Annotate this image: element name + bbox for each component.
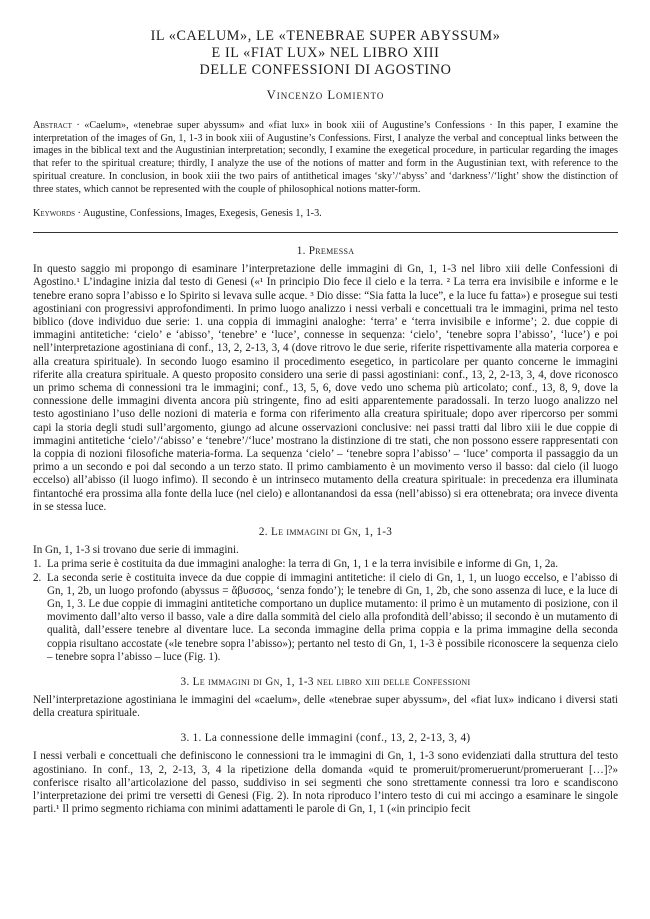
section-2-list [33,558,618,664]
abstract-label: Abstract [33,119,72,131]
abstract-text: «Caelum», «tenebrae super abyssum» and «fiat lux» in book xiii of Augustine’s Confessions · In this paper, I examine the interpretation of the images of Gn, 1, 1-3 in book xiii of Augustine’s Confessions. First, I analyze the verbal and conceptual links between the images in the biblical text and the Augustinian interpretation; secondly, I examine the exegetical procedure, in particular regarding the images that refer to the spiritual creature; thirdly, I analyze the use of the notions of matter and form in the Augustinian text, with reference to the spiritual creature. In conclusion, in book xiii the two pairs of antithetical images ‘sky’/‘abyss’ and ‘darkness’/‘light’ show the distinction of three states, which cannot be represented with the couple of philosophical notions matter-form. [33,119,618,196]
section-3-paragraph: Nell’interpretazione agostiniana le immagini del «caelum», delle «tenebrae super abyssum», del «fiat lux» indicano i diversi stati della creatura spirituale. [33,693,618,720]
list-item-number: 2. [33,571,42,584]
section-1-paragraph: In questo saggio mi propongo di esaminare l’interpretazione delle immagini di Gn, 1, 1-3 nel libro xiii delle Confessioni di Agostino.¹ L’indagine inizia dal testo di Genesi («¹ In principio Dio fece il cielo e la terra. ² La terra era invisibile e informe e le tenebre erano sopra l’abisso e lo Spirito si levava sulle acque. ³ Dio disse: “Sia fatta la luce”, e la luce fu fatta») e prosegue sui testi agostiniani con progressivi approfondimenti. In primo luogo analizzo i nessi verbali e concettuali tra le immagini, prima nel testo biblico (dove individuo due serie: 1. una coppia di immagini analoghe: ‘terra’ e ‘terra invisibile e informe’; 2. due coppie di immagini antitetiche: ‘cielo’ e ‘abisso’, ‘tenebre’ e ‘luce’, connesse in sequenza: ‘cielo’, ‘tenebre sopra l’abisso’, ‘luce’) e poi nell’interpretazione agostiniana di conf., 13, 2, 2-13, 3, 4 (dove ritrovo le due serie, riferite rispettivamente alla materia corporea e alla creatura spirituale). In secondo luogo esamino il procedimento esegetico, in particolare per quanto concerne le immagini riferite alla creatura spirituale. A questo proposito considero una serie di passi agostiniani: conf., 13, 2, 2-13, 3, 4, dove riconosco un primo schema di connessioni tra le immagini; conf., 13, 5, 6, dove vedo uno schema più articolato; conf., 13, 8, 9, dove la connessione delle immagini diventa ancora più stringente, fino ad esiti apparentemente paradossali. In terzo luogo analizzo nel testo agostiniano l’uso delle nozioni di materia e forma con riferimento alla creatura spirituale; dopo aver ripercorso per sommi capi la storia degli studi sull’argomento, giungo ad alcune osservazioni conclusive: nei passi tratti dal libro xiii le due coppie di immagini antitetiche ‘cielo’/‘abisso’ e ‘tenebre’/‘luce’ mostrano la distinzione di tre stati, che non possono essere rappresentati con la coppia di nozioni filosofiche materia-forma. La sequenza ‘cielo’ – ‘tenebre sopra l’abisso’ – ‘luce’ comporta il passaggio da un primo a un secondo e poi dal secondo a un terzo stato. Il primo cambiamento è un movimento verso il basso: dal cielo (il luogo eccelso) all’abisso (il luogo infimo). Il secondo è un intrinseco mutamento della creatura spirituale: in precedenza era illuminata fintantoché era prossima alla fonte della luce (nel cielo) e allontanandosi da essa (nell’abisso) si era ottenebrata; ora invece diventa in se stessa luce. [33,263,618,513]
section-2-lead: In Gn, 1, 1-3 si trovano due serie di immagini. [33,544,239,557]
section-heading-1: 1. Premessa [296,245,355,258]
list-item-text: La seconda serie è costituita invece da due coppie di immagini antitetiche: il cielo di Gn, 1, 1, un luogo eccelso, e l’abisso di Gn, 1, 2b, un luogo profondo (abyssus = ἄβυσσος, ‘senza fondo’); le tenebre di Gn, 1, 2b, che sono assenza di luce, e la luce di Gn, 1, 3. Le due coppie di immagini antitetiche comportano un duplice mutamento: il primo è un mutamento di posizione, con il movimento dall’alto verso il basso, vale a dire dalla sommità del cielo alla profondità dell’abisso; il secondo è un mutamento di qualità, dall’essere tenebre al diventare luce. La seconda immagine della prima coppia e la prima immagine della seconda coppia risultano accostate («le tenebre sopra l’abisso»); pertanto nel testo di Gn, 1, 1-3 è possibile riconoscere la sequenza cielo – tenebre sopra l’abisso – luce (Fig. 1). [47,571,618,663]
list-item-text: La prima serie è costituita da due immagini analoghe: la terra di Gn, 1, 1 e la terra invisibile e informe di Gn, 1, 2a. [47,558,559,571]
list-item [33,558,618,571]
title-line-3: DELLE CONFESSIONI DI AGOSTINO [199,62,452,79]
section-3-1-paragraph: I nessi verbali e concettuali che definiscono le connessioni tra le immagini di Gn, 1, 1-3 sono evidenziati dalla struttura del testo agostiniano. In conf., 13, 2, 2-13, 3, 4 la ripetizione della domanda «quid te promeruit/promeruerunt/promeruerant […]?» conferisce risalto all’articolazione del passo, suddiviso in sei segmenti che sono strettamente connessi tra loro e scandiscono l’interpretazione dei primi tre versetti di Genesi (Fig. 2). In nota riproduco l’intero testo di cui mi accingo a esaminare le singole parti.¹ Il primo segmento richiama con minimi adattamenti le parole di Gn, 1, 1 («in principio fecit [33,750,618,816]
title-line-2: E IL «FIAT LUX» NEL LIBRO XIII [211,45,440,62]
keywords-text: Augustine, Confessions, Images, Exegesis, Genesis 1, 1-3. [82,208,322,220]
article-title [33,28,618,80]
article-page [33,28,618,816]
section-heading-3-1: 3. 1. La connessione delle immagini (conf., 13, 2, 2-13, 3, 4) [180,732,471,745]
keywords: Keywords · Augustine, Confessions, Images, Exegesis, Genesis 1, 1-3. [33,208,322,220]
abstract: Abstract · «Caelum», «tenebrae super abyssum» and «fiat lux» in book xiii of Augustine’s Confessions · In this paper, I examine the interpretation of the images of Gn, 1, 1-3 in book xiii of Augustine’s Confessions. First, I analyze the verbal and conceptual links between the images in the biblical text and the Augustinian interpretation; secondly, I examine the exegetical procedure, in particular regarding the images that refer to the spiritual creature; thirdly, I analyze the use of the notions of matter and form in the Augustinian text, with reference to the spiritual creature. In conclusion, in book xiii the two pairs of antithetical images ‘sky’/‘abyss’ and ‘darkness’/‘light’ show the distinction of three states, which cannot be represented with the couple of philosophical notions matter-form. [33,119,618,196]
title-line-1: IL «CAELUM», LE «TENEBRAE SUPER ABYSSUM» [150,28,501,44]
list-item-number: 1. [33,558,42,571]
author-name: Vincenzo Lomiento [266,87,385,102]
abstract-divider [33,232,618,233]
section-heading-2: 2. Le immagini di Gn, 1, 1-3 [258,526,393,539]
section-heading-3: 3. Le immagini di Gn, 1, 1-3 nel libro xiii delle Confessioni [180,675,471,688]
list-item [33,572,618,664]
keywords-label: Keywords [33,208,75,220]
